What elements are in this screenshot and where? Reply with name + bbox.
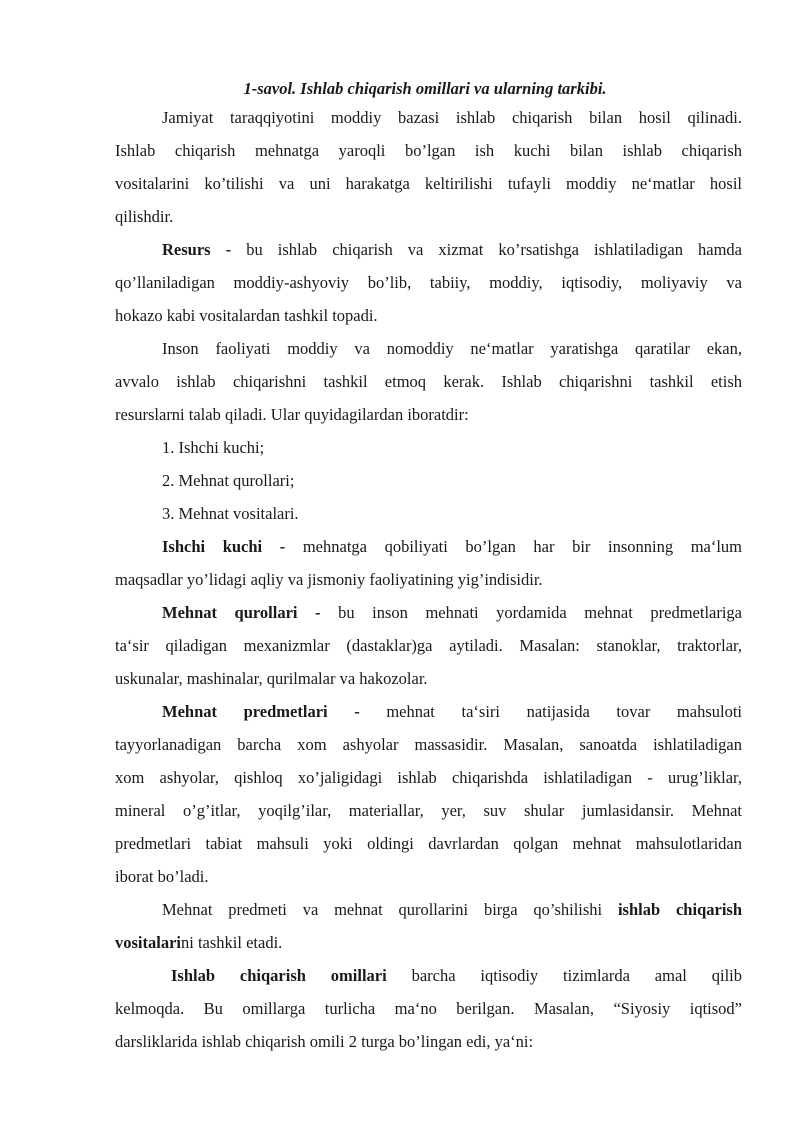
list-item: 1. Ishchi kuchi; bbox=[162, 438, 265, 457]
paragraph-line: Mehnat predmeti va mehnat qurollarini birga qo’shilishi ishlab chiqarish bbox=[162, 900, 742, 919]
term-mehnat-qurollari: Mehnat qurollari - bbox=[162, 603, 321, 622]
paragraph-line: hokazo kabi vositalardan tashkil topadi. bbox=[115, 306, 378, 325]
paragraph-line: ta‘sir qiladigan mexanizmlar (dastaklar)ga aytiladi. Masalan: stanoklar, traktorlar, bbox=[115, 636, 742, 655]
paragraph-line: Ishlab chiqarish mehnatga yaroqli bo’lgan ish kuchi bilan ishlab chiqarish bbox=[115, 141, 742, 160]
section-title: 1-savol. Ishlab chiqarish omillari va ularning tarkibi. bbox=[243, 79, 607, 98]
paragraph-line: qo’llaniladigan moddiy-ashyoviy bo’lib, tabiiy, moddiy, iqtisodiy, moliyaviy va bbox=[115, 273, 742, 292]
paragraph-line: qilishdir. bbox=[115, 207, 174, 226]
paragraph-line: tayyorlanadigan barcha xom ashyolar massasidir. Masalan, sanoatda ishlatiladigan bbox=[115, 735, 742, 754]
paragraph-line: Mehnat qurollari - bu inson mehnati yordamida mehnat predmetlariga bbox=[162, 603, 742, 622]
list-item: 3. Mehnat vositalari. bbox=[162, 504, 299, 523]
paragraph-line: vositalarini ko’tilishi va uni harakatga keltirilishi tufayli moddiy ne‘matlar hosil bbox=[115, 174, 742, 193]
paragraph-line: Jamiyat taraqqiyotini moddiy bazasi ishlab chiqarish bilan hosil qilinadi. bbox=[162, 108, 742, 127]
term-resurs: Resurs - bbox=[162, 240, 232, 259]
paragraph-line: vositalarini tashkil etadi. bbox=[115, 933, 283, 952]
paragraph-line: uskunalar, mashinalar, qurilmalar va hakozolar. bbox=[115, 669, 428, 688]
paragraph-line: Inson faoliyati moddiy va nomoddiy ne‘matlar yaratishga qaratilar ekan, bbox=[162, 339, 742, 358]
term-ishlab-chiqarish-omillari: Ishlab chiqarish omillari bbox=[171, 966, 387, 985]
paragraph-line: mineral o’g’itlar, yoqilg’ilar, materiallar, yer, suv shular jumlasidansir. Mehnat bbox=[115, 801, 742, 820]
paragraph-line: darsliklarida ishlab chiqarish omili 2 turga bo’lingan edi, ya‘ni: bbox=[115, 1032, 534, 1051]
paragraph-line: avvalo ishlab chiqarishni tashkil etmoq kerak. Ishlab chiqarishni tashkil etish bbox=[115, 372, 742, 391]
paragraph-line: Mehnat predmetlari - mehnat ta‘siri natijasida tovar mahsuloti bbox=[162, 702, 742, 721]
term-ishchi-kuchi: Ishchi kuchi - bbox=[162, 537, 286, 556]
paragraph-line: iborat bo’ladi. bbox=[115, 867, 209, 886]
paragraph-line: Resurs - bu ishlab chiqarish va xizmat ko’rsatishga ishlatiladigan hamda bbox=[162, 240, 742, 259]
paragraph-line: Ishlab chiqarish omillari barcha iqtisodiy tizimlarda amal qilib bbox=[171, 966, 742, 985]
list-item: 2. Mehnat qurollari; bbox=[162, 471, 295, 490]
paragraph-line: maqsadlar yo’lidagi aqliy va jismoniy faoliyatining yig’indisidir. bbox=[115, 570, 543, 589]
paragraph-line: kelmoqda. Bu omillarga turlicha ma‘no berilgan. Masalan, “Siyosiy iqtisod” bbox=[115, 999, 742, 1018]
paragraph-line: resurslarni talab qiladi. Ular quyidagilardan iboratdir: bbox=[115, 405, 469, 424]
paragraph-line: Ishchi kuchi - mehnatga qobiliyati bo’lgan har bir insonning ma‘lum bbox=[162, 537, 742, 556]
term-ishlab-chiqarish: ishlab chiqarish bbox=[617, 900, 742, 919]
paragraph-line: xom ashyolar, qishloq xo’jaligidagi ishlab chiqarishda ishlatiladigan - urug’liklar, bbox=[115, 768, 742, 787]
paragraph-line: predmetlari tabiat mahsuli yoki oldingi davrlardan qolgan mehnat mahsulotlaridan bbox=[115, 834, 742, 853]
term-mehnat-predmetlari: Mehnat predmetlari - bbox=[162, 702, 360, 721]
term-vositalari: vositalari bbox=[115, 933, 181, 952]
